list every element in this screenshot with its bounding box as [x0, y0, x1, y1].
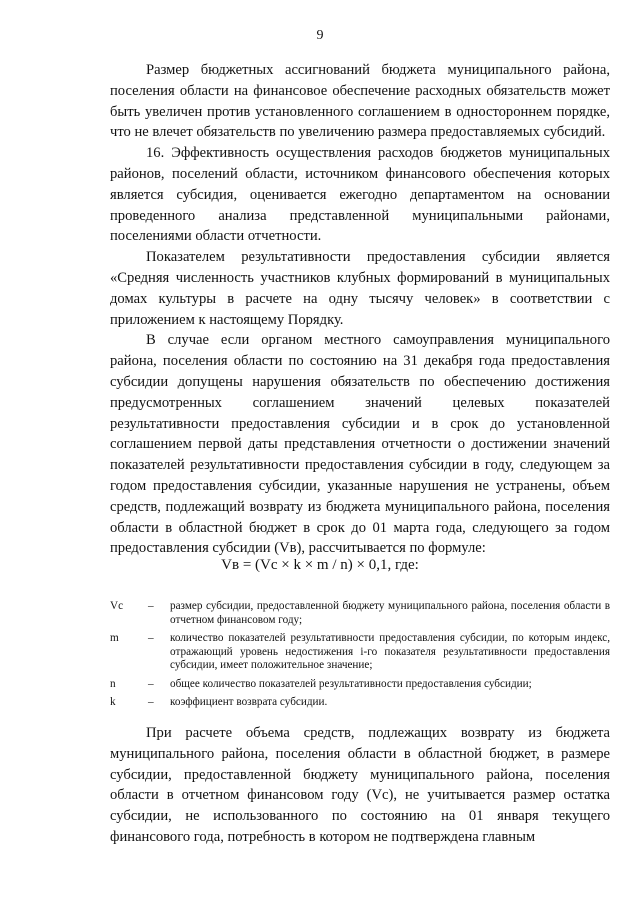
legend-item-k — [110, 696, 610, 710]
legend-dash: – — [148, 632, 154, 644]
legend-symbol: Vс — [110, 600, 124, 612]
body-text-top — [110, 60, 610, 559]
legend-dash: – — [148, 696, 154, 708]
page-number: 9 — [316, 28, 324, 43]
paragraph: Размер бюджетных ассигнований бюджета муниципального района, поселения области на финансовое обеспечение расходных обязательств может быть увеличен против установленного соглашением в одностороннем порядке, что не влечет обязательств по увеличению размера предоставляемых субсидий. — [110, 62, 610, 141]
paragraph: 16. Эффективность осуществления расходов бюджетов муниципальных районов, поселений области, источником финансового обеспечения которых является субсидия, оценивается ежегодно департаментом на основании проведенного анализа представленной муниципальными районами, поселениями области отчетности. — [110, 145, 610, 245]
legend-symbol: n — [110, 678, 116, 690]
legend-symbol: k — [110, 696, 116, 708]
legend-item-n — [110, 678, 610, 692]
paragraph: При расчете объема средств, подлежащих возврату из бюджета муниципального района, поселения области в областной бюджет, в размере субсидии, предоставленной бюджету муниципального района, поселения области в отчетном финансовом году (Vс), не учитывается размер остатка субсидии, не использованного по состоянию на 01 января текущего финансового года, потребность в котором не подтверждена главным — [110, 725, 610, 845]
formula: Vв = (Vс × k × m / n) × 0,1, где: — [221, 557, 419, 573]
legend-description: общее количество показателей результативности предоставления субсидии; — [170, 678, 532, 690]
legend-dash: – — [148, 678, 154, 690]
paragraph: В случае если органом местного самоуправления муниципального района, поселения области по состоянию на 31 декабря года предоставления субсидии допущены нарушения обязательств по обеспечению достижения предусмотренных соглашением значений целевых показателей результативности предоставления субсидии и в срок до установленной соглашением первой даты представления отчетности о достижении значений показателей результативности предоставления субсидии в году, следующем за годом предоставления субсидии, указанные нарушения не устранены, объем средств, подлежащий возврату из бюджета муниципального района, поселения области в областной бюджет в срок до 01 марта года, следующего за годом предоставления субсидии (Vв), рассчитывается по формуле: — [110, 332, 610, 557]
legend-description: размер субсидии, предоставленной бюджету муниципального района, поселения области в отчетном финансовом году; — [170, 600, 610, 626]
legend-dash: – — [148, 600, 154, 612]
body-text-bottom — [110, 723, 610, 848]
legend-description: количество показателей результативности предоставления субсидии, по которым индекс, отражающий уровень недостижения i-го показателя результативности предоставления субсидии, имеет положительное значение; — [170, 632, 610, 671]
paragraph: Показателем результативности предоставления субсидии является «Средняя численность участников клубных формирований в муниципальных домах культуры в расчете на одну тысячу человек» в соответствии с приложением к настоящему Порядку. — [110, 249, 610, 328]
legend-description: коэффициент возврата субсидии. — [170, 696, 328, 708]
legend-symbol: m — [110, 632, 119, 644]
legend-item-m — [110, 632, 610, 673]
legend-item-vc — [110, 600, 610, 627]
